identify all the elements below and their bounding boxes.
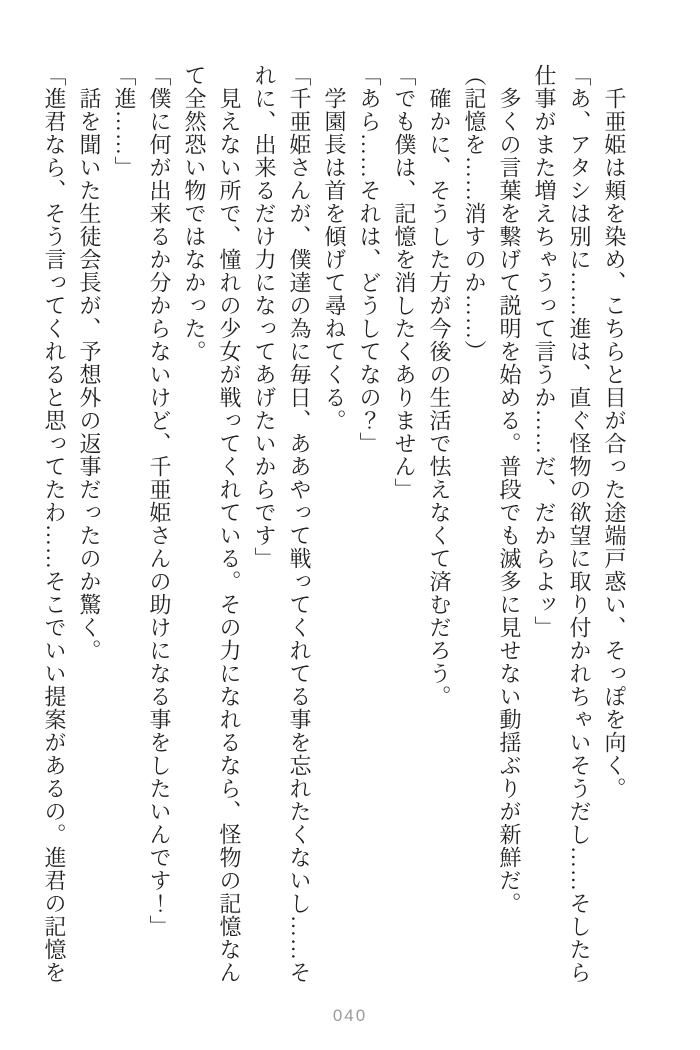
text-line: 千亜姫は頬を染め、こちらと目が合った途端戸惑い、そっぽを向く。 bbox=[602, 64, 627, 800]
text-line: れに、出来るだけ力になってあげたいからです」 bbox=[252, 64, 277, 570]
text-line: （記憶を……消すのか……） bbox=[462, 64, 487, 363]
text-line: 「進君なら、そう言ってくれると思ってたわ……そこでいい提案があるの。進君の記憶を bbox=[42, 64, 67, 984]
page-text-block bbox=[35, 64, 632, 1002]
text-line: 「進……」 bbox=[112, 64, 137, 179]
text-line: 見えない所で、憧れの少女が戦ってくれている。その力になれるなら、怪物の記憶なん bbox=[217, 64, 242, 984]
text-line: 「千亜姫さんが、僕達の為に毎日、ああやって戦ってくれてる事を忘れたくないし……そ bbox=[287, 64, 312, 984]
text-line: 学園長は首を傾げて尋ねてくる。 bbox=[322, 64, 347, 432]
text-line: 「あ、アタシは別に……進は、直ぐ怪物の欲望に取り付かれちゃいそうだし……そしたら bbox=[567, 64, 592, 984]
text-line: 「僕に何が出来るか分からないけど、千亜姫さんの助けになる事をしたいんです！」 bbox=[147, 64, 172, 938]
text-line: 仕事がまた増えちゃうって言うか……だ、だからよッ」 bbox=[532, 64, 557, 639]
page-number: 040 bbox=[332, 1006, 368, 1025]
text-line: 多くの言葉を繋げて説明を始める。普段でも滅多に見せない動揺ぶりが新鮮だ。 bbox=[497, 64, 522, 915]
text-line: て全然恐い物ではなかった。 bbox=[182, 64, 207, 363]
text-line: 「でも僕は、記憶を消したくありません」 bbox=[392, 64, 417, 501]
text-line: 確かに、そうした方が今後の生活で怯えなくて済むだろう。 bbox=[427, 64, 452, 708]
text-line: 話を聞いた生徒会長が、予想外の返事だったのか驚く。 bbox=[77, 64, 102, 662]
text-line: 「あら……それは、どうしてなの？」 bbox=[357, 64, 382, 455]
